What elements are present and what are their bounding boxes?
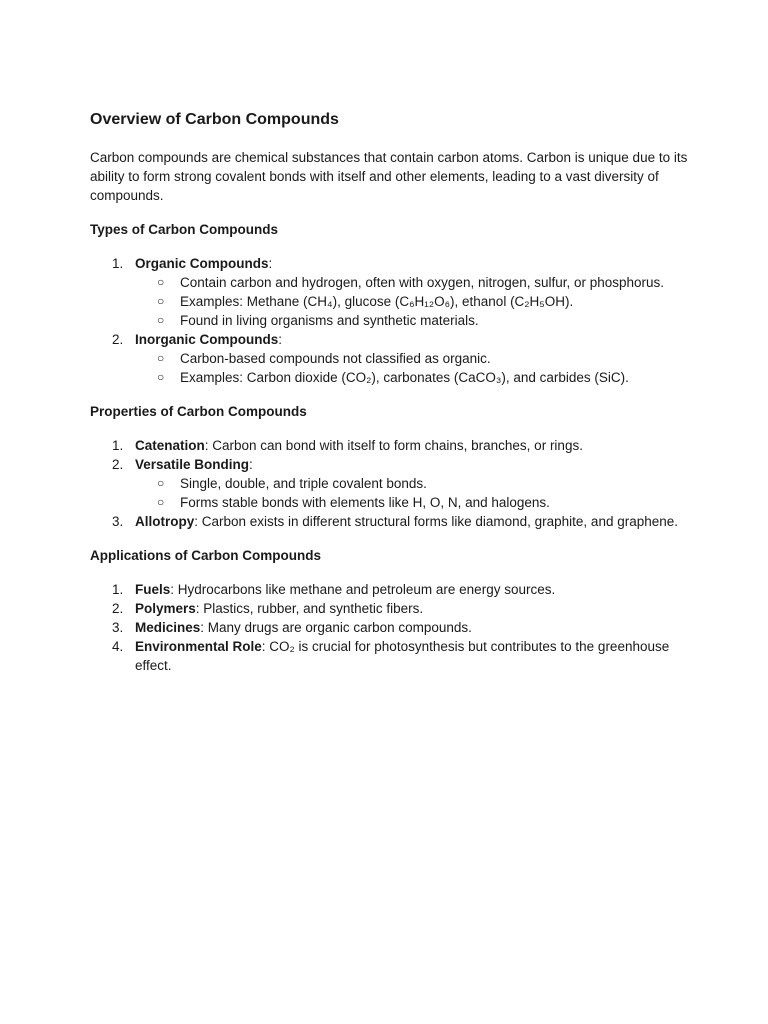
sub-list-item — [135, 349, 690, 368]
list-item — [90, 254, 690, 330]
bullet-icon: ○ — [157, 351, 165, 365]
list-term: Organic Compounds — [135, 256, 269, 271]
properties-list — [90, 436, 690, 531]
list-number: 4. — [112, 639, 124, 654]
sub-list-text: Found in living organisms and synthetic materials. — [180, 313, 479, 328]
list-text: : — [249, 457, 253, 472]
list-text: : Carbon can bond with itself to form chains, branches, or rings. — [204, 438, 583, 453]
list-text: : Hydrocarbons like methane and petroleum are energy sources. — [170, 582, 556, 597]
list-number: 2. — [112, 457, 124, 472]
section-heading-types: Types of Carbon Compounds — [90, 222, 278, 237]
list-term: Fuels — [135, 582, 171, 597]
list-number: 3. — [112, 620, 124, 635]
list-term: Catenation — [135, 438, 205, 453]
list-item — [90, 512, 690, 531]
sub-list-text: Contain carbon and hydrogen, often with oxygen, nitrogen, sulfur, or phosphorus. — [180, 275, 665, 290]
sub-list-item — [135, 474, 690, 493]
bullet-icon: ○ — [157, 275, 165, 289]
list-item — [90, 618, 690, 637]
sub-list-text: Forms stable bonds with elements like H, O, N, and halogens. — [180, 495, 550, 510]
list-number: 1. — [112, 582, 124, 597]
sub-list-item — [135, 368, 690, 387]
list-term: Inorganic Compounds — [135, 332, 279, 347]
sub-list — [135, 349, 690, 387]
bullet-icon: ○ — [157, 495, 165, 509]
list-term: Polymers — [135, 601, 196, 616]
list-text: : — [278, 332, 283, 347]
sub-list-item — [135, 292, 690, 311]
list-text: : — [268, 256, 273, 271]
list-term: Environmental Role — [135, 639, 262, 654]
intro-paragraph: Carbon compounds are chemical substances that contain carbon atoms. Carbon is unique due to its ability to form strong covalent bonds with itself and other elements, leading to a vast diversity of compounds. — [90, 150, 688, 203]
bullet-icon: ○ — [157, 313, 165, 327]
list-number: 2. — [112, 332, 124, 347]
types-list — [90, 254, 690, 387]
list-term: Allotropy — [135, 514, 195, 529]
list-item — [90, 455, 690, 512]
list-item — [90, 330, 690, 387]
list-item — [90, 599, 690, 618]
list-number: 2. — [112, 601, 124, 616]
list-text: : CO₂ is crucial for photosynthesis but contributes to the greenhouse effect. — [135, 639, 670, 673]
list-term: Medicines — [135, 620, 201, 635]
sub-list-item — [135, 273, 690, 292]
sub-list-item — [135, 311, 690, 330]
list-text: : Many drugs are organic carbon compounds. — [200, 620, 472, 635]
sub-list-text: Carbon-based compounds not classified as organic. — [180, 351, 491, 366]
list-number: 1. — [112, 438, 124, 453]
document-page — [90, 108, 690, 675]
list-item — [90, 637, 690, 675]
applications-list — [90, 580, 690, 675]
bullet-icon: ○ — [157, 476, 165, 490]
document-title: Overview of Carbon Compounds — [90, 111, 339, 128]
list-number: 1. — [112, 256, 124, 271]
bullet-icon: ○ — [157, 294, 165, 308]
section-heading-properties: Properties of Carbon Compounds — [90, 404, 307, 419]
sub-list-item — [135, 493, 690, 512]
list-text: : Carbon exists in different structural forms like diamond, graphite, and graphene. — [194, 514, 679, 529]
sub-list-text: Examples: Carbon dioxide (CO₂), carbonates (CaCO₃), and carbides (SiC). — [180, 370, 629, 385]
sub-list-text: Examples: Methane (CH₄), glucose (C₆H₁₂O₆), ethanol (C₂H₅OH). — [180, 294, 574, 309]
sub-list — [135, 273, 690, 330]
sub-list-text: Single, double, and triple covalent bonds. — [180, 476, 427, 491]
bullet-icon: ○ — [157, 370, 165, 384]
list-term: Versatile Bonding — [135, 457, 250, 472]
list-text: : Plastics, rubber, and synthetic fibers. — [195, 601, 424, 616]
section-heading-applications: Applications of Carbon Compounds — [90, 548, 321, 563]
list-item — [90, 436, 690, 455]
list-item — [90, 580, 690, 599]
sub-list — [135, 474, 690, 512]
list-number: 3. — [112, 514, 124, 529]
